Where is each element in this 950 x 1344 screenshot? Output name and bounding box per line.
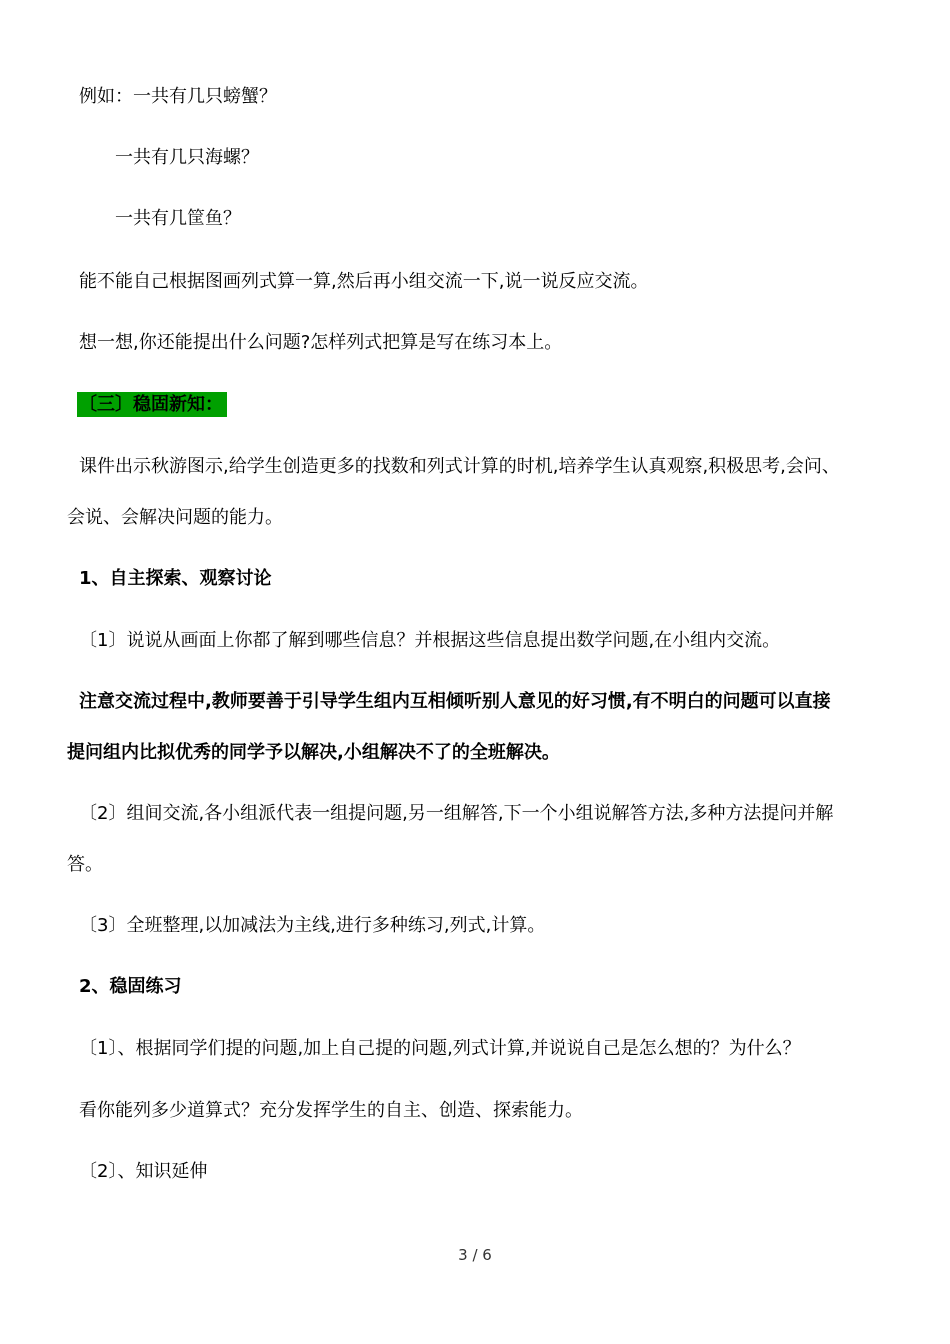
paragraph-courseware-line1: 课件出示秋游图示,给学生创造更多的找数和列式计算的时机,培养学生认真观察,积极思考,会问、 — [79, 456, 840, 477]
section-heading-consolidate — [77, 393, 227, 417]
list-item-3: 〔3〕全班整理,以加减法为主线,进行多种练习,列式,计算。 — [79, 915, 546, 936]
paragraph-courseware-line2: 会说、会解决问题的能力。 — [67, 507, 283, 528]
paragraph-example-conch: 一共有几只海螺？ — [115, 147, 259, 168]
practice-item-1-follow: 看你能列多少道算式？充分发挥学生的自主、创造、探索能力。 — [79, 1100, 583, 1121]
paragraph-example-crabs: 例如：一共有几只螃蟹？ — [79, 86, 277, 107]
list-item-2-line1: 〔2〕组间交流,各小组派代表一组提问题,另一组解答,下一个小组说解答方法,多种方法提问并解 — [79, 803, 834, 824]
paragraph-think: 想一想,你还能提出什么问题?怎样列式把算是写在练习本上。 — [79, 332, 563, 353]
paragraph-self-calc: 能不能自己根据图画列式算一算,然后再小组交流一下,说一说反应交流。 — [79, 271, 649, 292]
practice-item-1: 〔1〕、根据同学们提的问题,加上自己提的问题,列式计算,并说说自己是怎么想的？为什么？ — [79, 1038, 801, 1059]
practice-item-2: 〔2〕、知识延伸 — [79, 1161, 208, 1182]
heading-explore: 1、自主探索、观察讨论 — [79, 568, 272, 589]
page-number: 3 / 6 — [458, 1246, 492, 1264]
section-heading-highlight: 〔三〕稳固新知： — [77, 392, 227, 417]
note-line2: 提问组内比拟优秀的同学予以解决,小组解决不了的全班解决。 — [67, 742, 560, 763]
paragraph-example-fish: 一共有几筐鱼？ — [115, 208, 241, 229]
heading-practice: 2、稳固练习 — [79, 976, 182, 997]
list-item-1: 〔1〕说说从画面上你都了解到哪些信息？并根据这些信息提出数学问题,在小组内交流。 — [79, 630, 781, 651]
note-line1: 注意交流过程中,教师要善于引导学生组内互相倾听别人意见的好习惯,有不明白的问题可以直接 — [79, 691, 831, 712]
list-item-2-line2: 答。 — [67, 854, 103, 875]
